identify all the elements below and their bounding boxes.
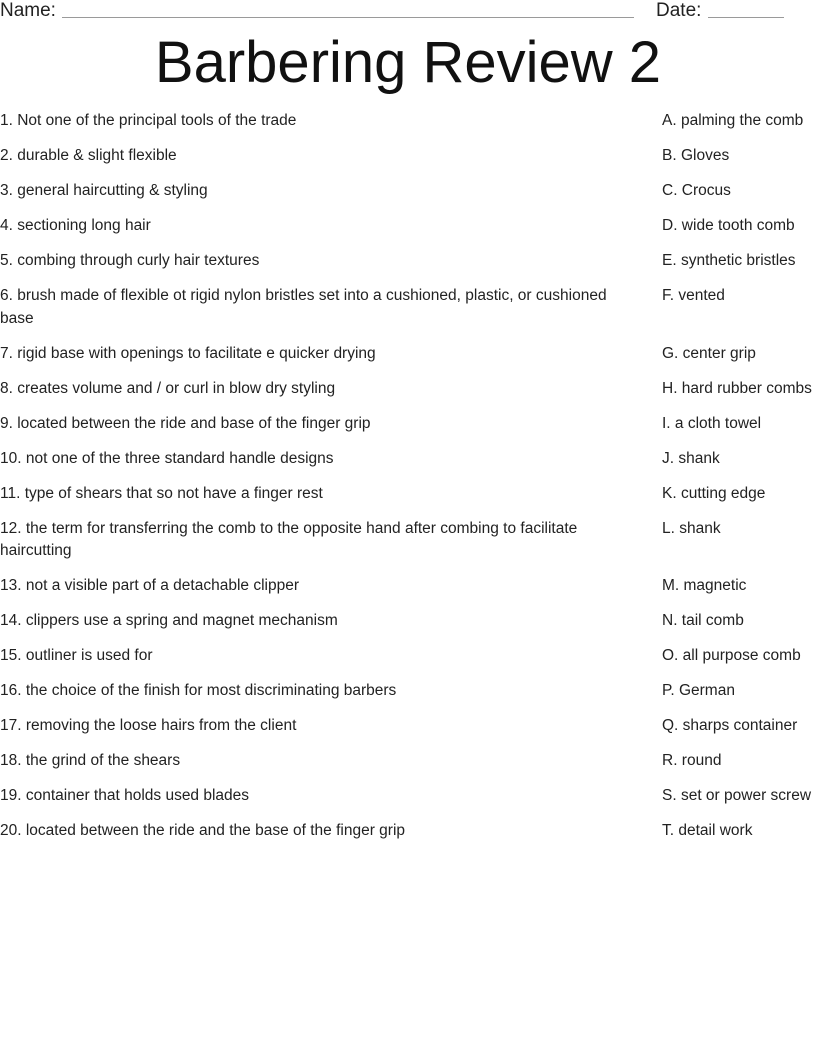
matching-row <box>0 215 816 238</box>
matching-row <box>0 610 816 633</box>
answer-item: Q. sharps container <box>662 717 798 734</box>
question-item: 12. the term for transferring the comb to the opposite hand after combing to facilitate haircutting <box>0 519 578 559</box>
matching-row <box>0 750 816 773</box>
matching-row <box>0 378 816 401</box>
question-item: 14. clippers use a spring and magnet mechanism <box>0 612 338 629</box>
answer-item: N. tail comb <box>662 612 744 629</box>
question-item: 6. brush made of flexible ot rigid nylon bristles set into a cushioned, plastic, or cushioned base <box>0 287 607 327</box>
question-item: 13. not a visible part of a detachable clipper <box>0 577 299 594</box>
answer-item: P. German <box>662 682 735 699</box>
matching-row <box>0 448 816 471</box>
page-title: Barbering Review 2 <box>154 30 662 95</box>
answer-item: S. set or power screw <box>662 787 812 804</box>
question-item: 3. general haircutting & styling <box>0 182 208 199</box>
question-item: 16. the choice of the finish for most discriminating barbers <box>0 682 397 699</box>
answer-item: J. shank <box>662 449 720 467</box>
matching-row <box>0 285 816 330</box>
matching-row <box>0 575 816 598</box>
question-item: 1. Not one of the principal tools of the trade <box>0 112 297 129</box>
answer-item: L. shank <box>662 519 721 537</box>
answer-item: F. vented <box>662 287 725 304</box>
answer-item: D. wide tooth comb <box>662 217 795 234</box>
question-item: 18. the grind of the shears <box>0 752 181 769</box>
question-item: 11. type of shears that so not have a finger rest <box>0 484 323 502</box>
matching-row <box>0 413 816 436</box>
matching-row <box>0 680 816 703</box>
date-blank-line <box>708 17 784 18</box>
question-item: 15. outliner is used for <box>0 647 153 664</box>
date-label: Date: <box>656 0 702 21</box>
matching-row <box>0 110 816 133</box>
matching-list <box>0 110 816 855</box>
matching-row <box>0 250 816 273</box>
matching-row <box>0 785 816 808</box>
answer-item: M. magnetic <box>662 577 747 594</box>
matching-row <box>0 145 816 168</box>
answer-item: G. center grip <box>662 344 756 362</box>
matching-row <box>0 343 816 366</box>
question-item: 2. durable & slight flexible <box>0 147 177 164</box>
answer-item: R. round <box>662 752 722 769</box>
matching-row <box>0 715 816 738</box>
question-item: 20. located between the ride and the base of the finger grip <box>0 822 406 839</box>
answer-item: E. synthetic bristles <box>662 252 796 269</box>
matching-row <box>0 180 816 203</box>
answer-item: O. all purpose comb <box>662 647 801 664</box>
matching-row <box>0 518 816 563</box>
name-label: Name: <box>0 0 56 21</box>
answer-item: K. cutting edge <box>662 484 766 502</box>
question-item: 8. creates volume and / or curl in blow dry styling <box>0 379 336 397</box>
matching-row <box>0 820 816 843</box>
answer-item: B. Gloves <box>662 147 730 164</box>
question-item: 9. located between the ride and base of the finger grip <box>0 414 371 432</box>
name-blank-line <box>62 17 634 18</box>
answer-item: H. hard rubber combs <box>662 379 812 397</box>
question-item: 4. sectioning long hair <box>0 217 151 234</box>
question-item: 7. rigid base with openings to facilitate e quicker drying <box>0 344 376 362</box>
answer-item: C. Crocus <box>662 182 731 199</box>
question-item: 5. combing through curly hair textures <box>0 252 260 269</box>
question-item: 19. container that holds used blades <box>0 787 250 804</box>
worksheet-header <box>0 0 816 24</box>
question-item: 10. not one of the three standard handle designs <box>0 449 334 467</box>
matching-row <box>0 483 816 506</box>
answer-item: T. detail work <box>662 822 753 839</box>
question-item: 17. removing the loose hairs from the client <box>0 717 297 734</box>
answer-item: I. a cloth towel <box>662 414 762 432</box>
answer-item: A. palming the comb <box>662 112 804 129</box>
matching-row <box>0 645 816 668</box>
